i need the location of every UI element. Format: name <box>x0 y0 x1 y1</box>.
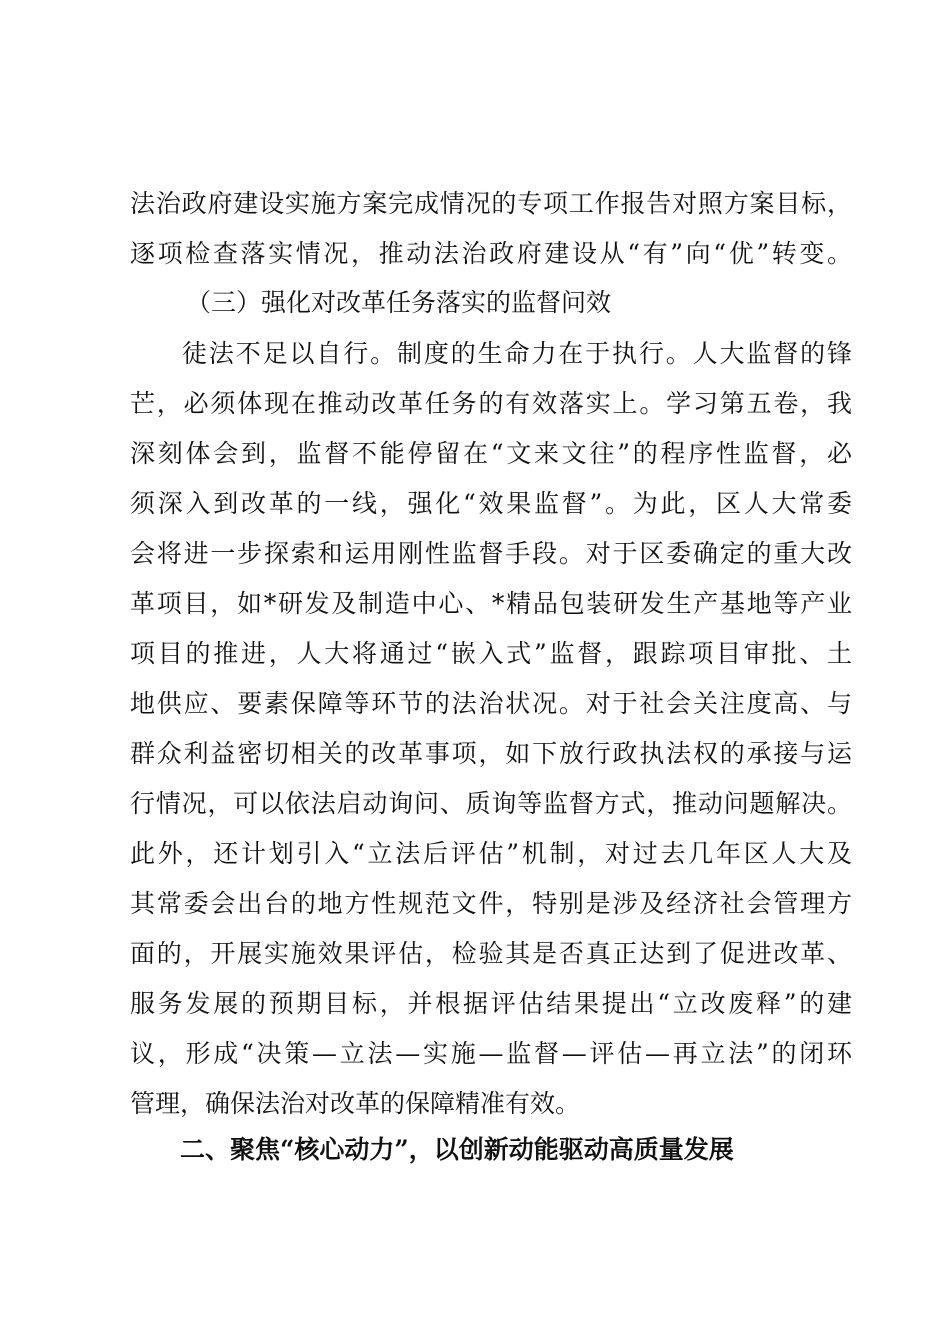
paragraph-line: 服务发展的预期目标，并根据评估结果提出“立改废释”的建 <box>130 989 852 1018</box>
paragraph-line: 管理，确保法治对改革的保障精准有效。 <box>130 1089 581 1118</box>
paragraph-line: 会将进一步探索和运用刚性监督手段。对于区委确定的重大改 <box>130 539 852 568</box>
paragraph-line: 其常委会出台的地方性规范文件，特别是涉及经济社会管理方 <box>130 889 852 918</box>
paragraph-line: 须深入到改革的一线，强化“效果监督”。为此，区人大常委 <box>130 489 852 518</box>
paragraph-line: 此外，还计划引入“立法后评估”机制，对过去几年区人大及 <box>130 839 852 868</box>
paragraph-line: 深刻体会到，监督不能停留在“文来文往”的程序性监督，必 <box>130 439 852 468</box>
paragraph-line: 法治政府建设实施方案完成情况的专项工作报告对照方案目标， <box>130 189 852 218</box>
paragraph-line: 逐项检查落实情况，推动法治政府建设从“有”向“优”转变。 <box>130 239 852 268</box>
paragraph-line: 芒，必须体现在推动改革任务的有效落实上。学习第五卷，我 <box>130 389 852 418</box>
paragraph-line: 徒法不足以自行。制度的生命力在于执行。人大监督的锋 <box>182 339 852 368</box>
paragraph-line: 群众利益密切相关的改革事项，如下放行政执法权的承接与运 <box>130 739 852 768</box>
section-heading: （三）强化对改革任务落实的监督问效 <box>186 288 612 317</box>
chapter-heading: 二、聚焦“核心动力”，以创新动能驱动高质量发展 <box>180 1135 734 1164</box>
paragraph-line: 革项目，如*研发及制造中心、*精品包装研发生产基地等产业 <box>130 589 852 618</box>
paragraph-line: 面的，开展实施效果评估，检验其是否真正达到了促进改革、 <box>130 939 852 968</box>
paragraph-line: 项目的推进，人大将通过“嵌入式”监督，跟踪项目审批、土 <box>130 639 852 668</box>
paragraph-line: 地供应、要素保障等环节的法治状况。对于社会关注度高、与 <box>130 689 852 718</box>
paragraph-line: 议，形成“决策—立法—实施—监督—评估—再立法”的闭环 <box>130 1039 852 1068</box>
paragraph-line: 行情况，可以依法启动询问、质询等监督方式，推动问题解决。 <box>130 789 852 818</box>
